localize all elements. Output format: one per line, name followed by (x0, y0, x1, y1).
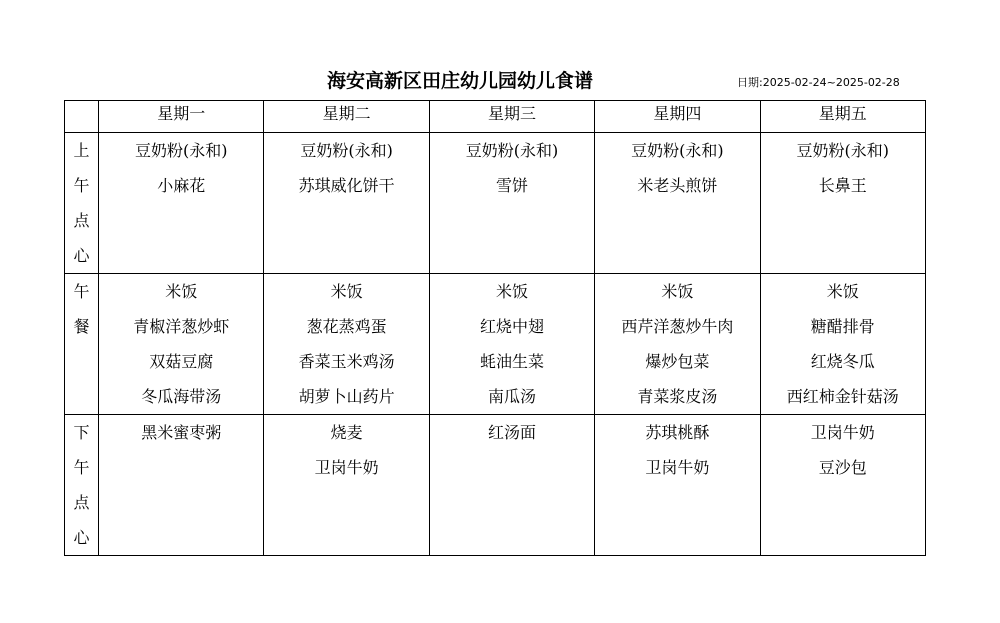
meal-label-char: 点 (73, 493, 90, 512)
day-header: 星期四 (595, 101, 760, 133)
menu-cell (760, 415, 925, 556)
date-range: 日期:2025-02-24~2025-02-28 (737, 76, 900, 89)
menu-item: 胡萝卜山药片 (298, 387, 395, 406)
menu-item: 米饭 (826, 282, 859, 301)
menu-item: 米老头煎饼 (637, 176, 718, 195)
menu-item: 西芹洋葱炒牛肉 (621, 317, 734, 336)
day-header: 星期三 (429, 101, 594, 133)
menu-item: 红汤面 (488, 423, 537, 442)
menu-item: 豆奶粉(永和) (300, 141, 393, 160)
meal-label-char: 午 (73, 458, 90, 477)
day-header-row (65, 101, 926, 133)
menu-cell (264, 415, 429, 556)
menu-item: 南瓜汤 (488, 387, 537, 406)
menu-cell (760, 274, 925, 415)
meal-label-char: 下 (73, 423, 90, 442)
corner-cell (65, 101, 99, 133)
menu-item: 豆奶粉(永和) (631, 141, 724, 160)
menu-cell (595, 415, 760, 556)
menu-item: 豆奶粉(永和) (465, 141, 559, 160)
menu-item: 长鼻王 (818, 176, 867, 195)
meal-label-char: 午 (73, 282, 90, 301)
menu-cell (429, 133, 594, 274)
menu-item: 冬瓜海带汤 (141, 387, 222, 406)
meal-label-char: 上 (73, 141, 90, 160)
menu-item: 糖醋排骨 (810, 317, 875, 336)
menu-cell (99, 133, 264, 274)
menu-item: 米饭 (661, 282, 694, 301)
menu-item: 卫岗牛奶 (645, 458, 710, 477)
meal-row-morning-snack (65, 133, 926, 274)
meal-row-afternoon-snack (65, 415, 926, 556)
menu-item: 爆炒包菜 (645, 352, 710, 371)
menu-item: 豆奶粉(永和) (796, 141, 890, 160)
menu-cell (595, 133, 760, 274)
menu-item: 苏琪威化饼干 (298, 176, 395, 195)
menu-item: 苏琪桃酥 (645, 423, 710, 442)
meal-label-char: 点 (73, 211, 90, 230)
menu-cell (264, 274, 429, 415)
menu-item: 香菜玉米鸡汤 (298, 352, 395, 371)
menu-item: 米饭 (496, 282, 529, 301)
day-header: 星期五 (760, 101, 925, 133)
menu-cell (264, 133, 429, 274)
menu-item: 小麻花 (157, 176, 206, 195)
meal-label-char: 心 (73, 528, 90, 547)
menu-item: 烧麦 (330, 423, 363, 442)
menu-cell (99, 415, 264, 556)
menu-cell (429, 415, 594, 556)
day-header: 星期一 (99, 101, 264, 133)
menu-item: 红烧中翅 (480, 317, 545, 336)
menu-cell (99, 274, 264, 415)
meal-label (65, 415, 99, 556)
day-header: 星期二 (264, 101, 429, 133)
meal-label-char: 午 (73, 176, 90, 195)
menu-item: 双菇豆腐 (149, 352, 214, 371)
meal-label-char: 餐 (73, 317, 90, 336)
menu-item: 青椒洋葱炒虾 (133, 317, 230, 336)
menu-item: 米饭 (165, 282, 198, 301)
menu-item: 豆奶粉(永和) (135, 141, 228, 160)
menu-item: 青菜浆皮汤 (637, 387, 718, 406)
menu-item: 卫岗牛奶 (314, 458, 379, 477)
menu-cell (760, 133, 925, 274)
meal-label-char: 心 (73, 246, 90, 265)
menu-table (64, 100, 926, 556)
menu-item: 蚝油生菜 (480, 352, 545, 371)
meal-label (65, 274, 99, 415)
menu-item: 红烧冬瓜 (810, 352, 875, 371)
meal-label (65, 133, 99, 274)
menu-item: 雪饼 (496, 176, 529, 195)
menu-item: 黑米蜜枣粥 (141, 423, 222, 442)
page-title: 海安高新区田庄幼儿园幼儿食谱 (326, 70, 593, 92)
menu-item: 豆沙包 (818, 458, 867, 477)
menu-item: 卫岗牛奶 (810, 423, 875, 442)
menu-item: 西红柿金针菇汤 (786, 387, 899, 406)
menu-cell (595, 274, 760, 415)
menu-item: 葱花蒸鸡蛋 (306, 317, 387, 336)
menu-cell (429, 274, 594, 415)
meal-row-lunch (65, 274, 926, 415)
menu-item: 米饭 (330, 282, 363, 301)
